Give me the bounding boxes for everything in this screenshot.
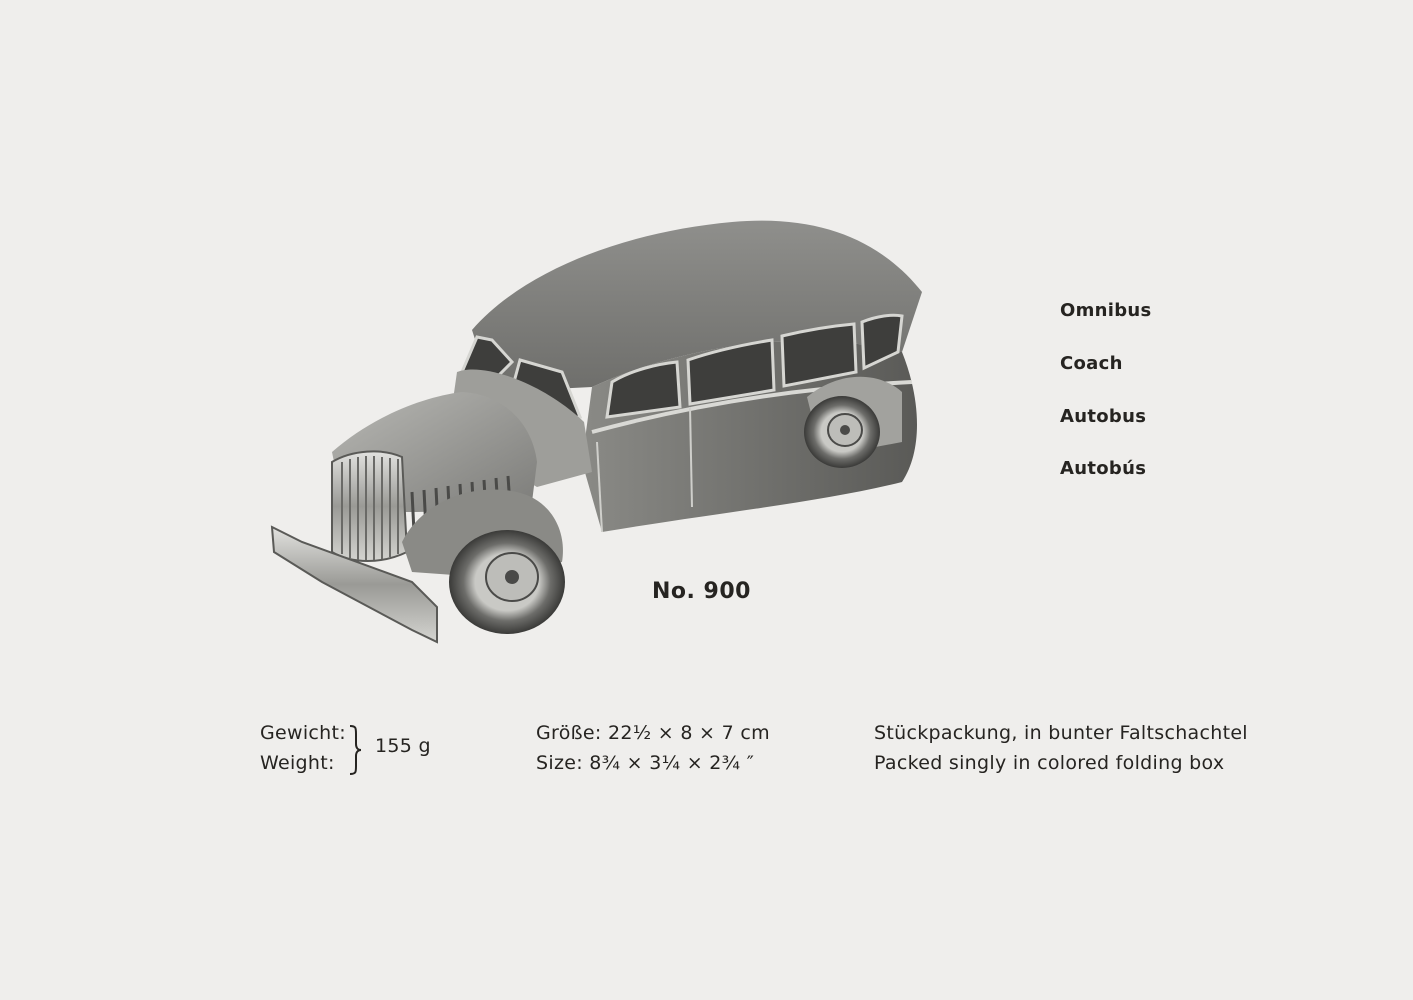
packaging-line-de: Stückpackung, in bunter Faltschachtel [874, 722, 1248, 744]
size-line-en: Size: 8¾ × 3¼ × 2¾ ″ [536, 752, 755, 774]
front-wheel [449, 530, 565, 634]
packaging-spec [874, 718, 1248, 778]
model-number: No. 900 [652, 579, 751, 604]
rear-wheel [804, 396, 880, 468]
weight-labels [260, 718, 346, 778]
product-name-es: Autobús [1060, 458, 1147, 479]
bus-illustration [262, 212, 962, 652]
size-line-de: Größe: 22½ × 8 × 7 cm [536, 722, 770, 744]
product-name-en: Coach [1060, 353, 1123, 374]
weight-value: 155 g [375, 735, 431, 757]
product-name-fr: Autobus [1060, 406, 1147, 427]
packaging-line-en: Packed singly in colored folding box [874, 752, 1225, 774]
size-spec [536, 718, 770, 778]
weight-label-de: Gewicht: [260, 722, 346, 744]
brace-icon [346, 724, 362, 776]
product-name-de: Omnibus [1060, 300, 1152, 321]
weight-label-en: Weight: [260, 752, 335, 774]
